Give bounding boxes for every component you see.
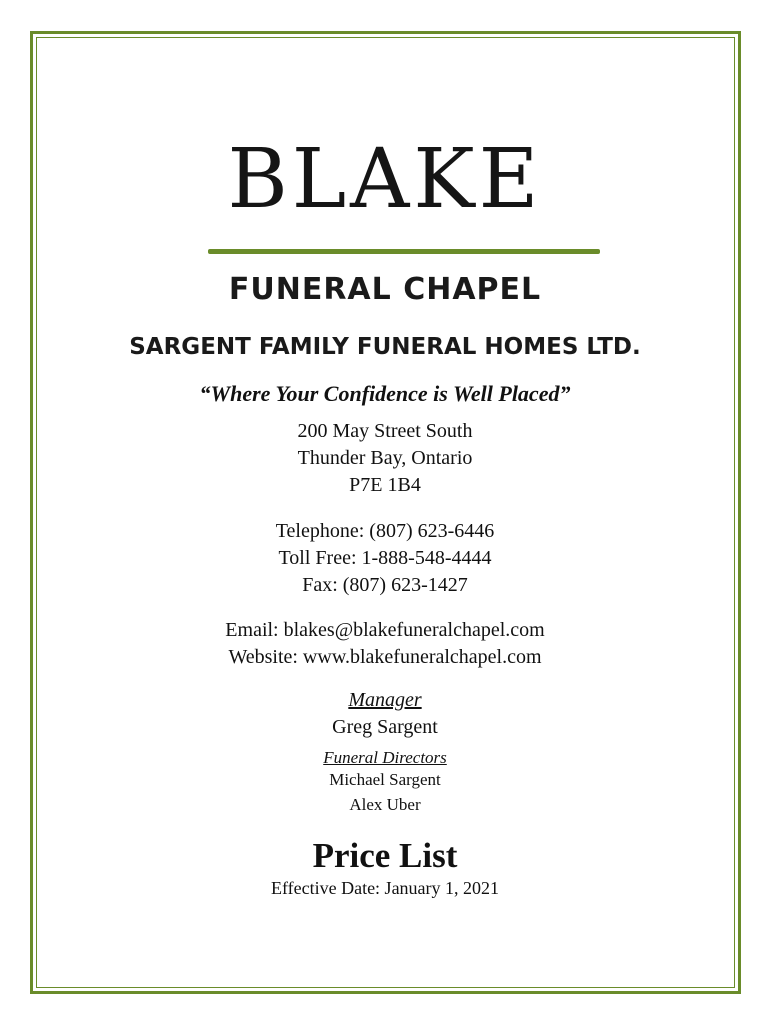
document-title: Price List [312,836,458,875]
logo-subtitle: FUNERAL CHAPEL [228,272,542,307]
director-name: Michael Sargent [329,770,441,789]
logo-divider [208,249,600,254]
manager-name: Greg Sargent [332,716,438,738]
company-name: SARGENT FAMILY FUNERAL HOMES LTD. [129,334,641,360]
logo-wordmark: BLAKE [227,132,543,227]
tagline: “Where Your Confidence is Well Placed” [199,381,571,406]
director-name: Alex Uber [349,795,421,814]
effective-date: Effective Date: January 1, 2021 [270,878,500,898]
telephone: Telephone: (807) 623-6446 [275,520,495,542]
manager-heading: Manager [348,689,422,711]
address-city: Thunder Bay, Ontario [297,447,473,469]
directors-heading: Funeral Directors [323,748,447,767]
email: Email: blakes@blakefuneralchapel.com [225,619,545,641]
website: Website: www.blakefuneralchapel.com [228,646,542,668]
toll-free: Toll Free: 1-888-548-4444 [278,547,492,569]
address-street: 200 May Street South [297,420,473,442]
fax: Fax: (807) 623-1427 [302,574,468,596]
address-postal: P7E 1B4 [349,474,421,496]
